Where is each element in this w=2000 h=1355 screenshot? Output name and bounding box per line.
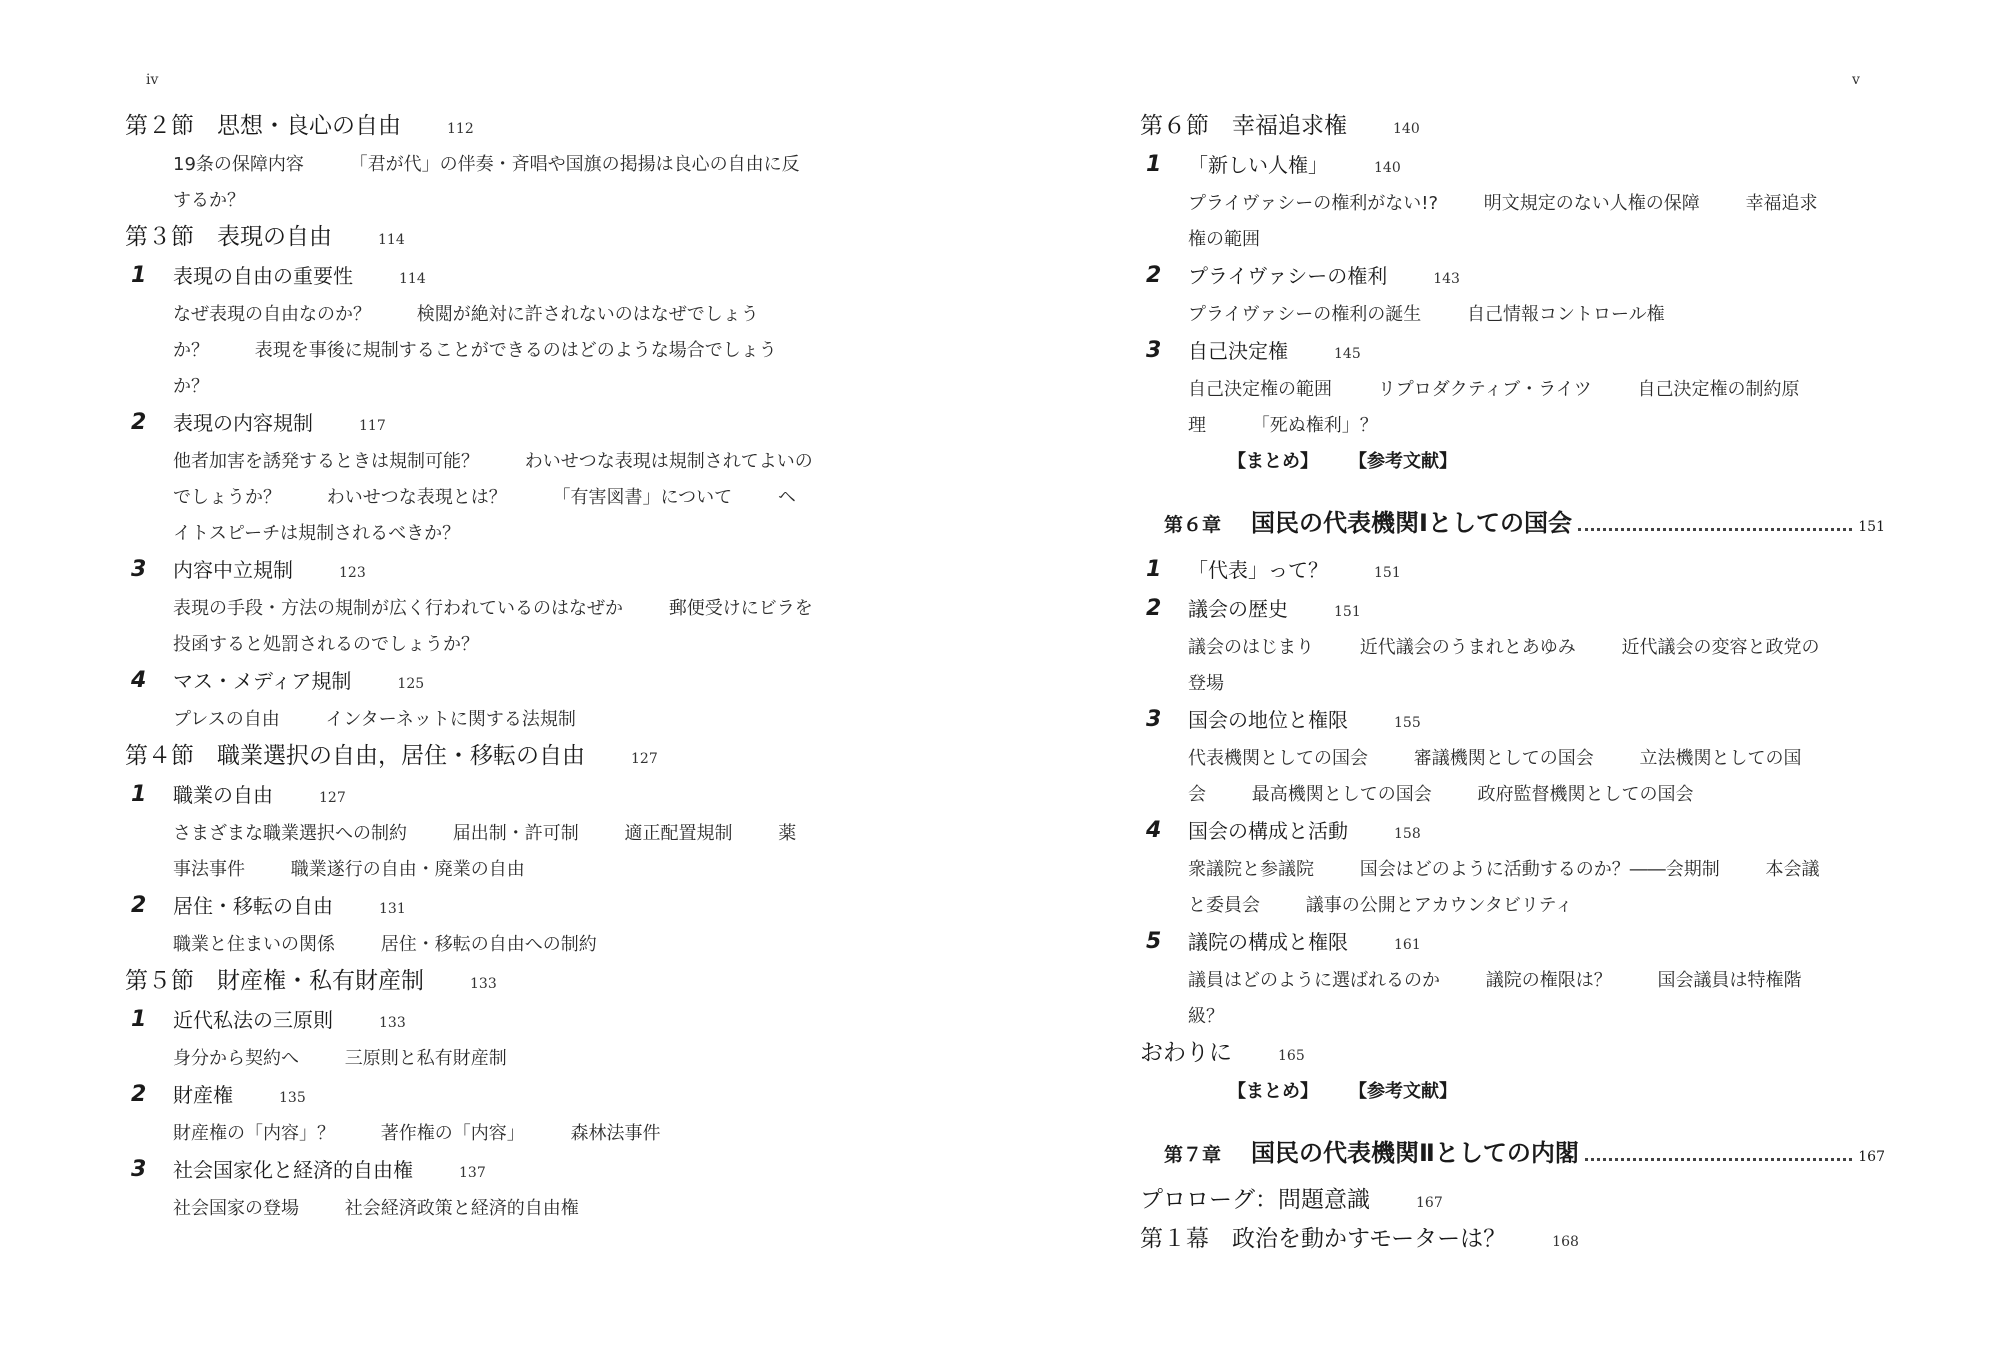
section-title: 第５節 財産権・私有財産制 — [125, 968, 424, 994]
dot-leader — [1578, 528, 1852, 531]
item-title: 表現の内容規制 — [173, 411, 313, 435]
toc-item — [1140, 333, 1885, 372]
topic-list — [1140, 297, 1828, 333]
item-number: 3 — [1146, 338, 1162, 363]
item-number: 1 — [131, 782, 147, 807]
item-title: プライヴァシーの権利 — [1188, 264, 1388, 288]
topic: 届出制・許可制 — [452, 823, 579, 844]
topic-list — [1140, 186, 1828, 258]
item-number: 4 — [131, 668, 147, 693]
page-number: iv — [146, 72, 159, 88]
item-title: 議院の構成と権限 — [1188, 930, 1348, 954]
page-ref: 133 — [470, 976, 497, 992]
toc-item — [125, 1077, 805, 1116]
section-heading — [1140, 1221, 1885, 1260]
page-ref: 168 — [1552, 1234, 1579, 1250]
item-title: 近代私法の三原則 — [173, 1008, 333, 1032]
summary-labels — [1140, 1074, 1885, 1110]
topic: 本会議と委員会 — [1188, 859, 1820, 916]
topic-list — [1140, 852, 1828, 924]
topic: 三原則と私有財産制 — [344, 1048, 507, 1069]
toc-item — [125, 1002, 805, 1041]
chapter-number: 第７章 — [1164, 1144, 1222, 1166]
item-number: 3 — [1146, 707, 1162, 732]
topic-list — [125, 444, 813, 552]
topic: 表現を事後に規制することができるのはどのような場合でしょうか？ — [173, 340, 777, 397]
page-ref: 125 — [397, 676, 425, 692]
item-number: 2 — [1146, 263, 1162, 288]
topic: 幸福追求権の範囲 — [1188, 193, 1818, 250]
page-ref: 123 — [339, 565, 366, 581]
item-title: 職業の自由 — [173, 783, 273, 807]
section-heading — [125, 108, 805, 147]
topic-list — [125, 591, 813, 663]
item-title: 居住・移転の自由 — [173, 894, 333, 918]
item-number: 2 — [131, 410, 147, 435]
item-number: 3 — [131, 557, 147, 582]
page-ref: 131 — [379, 901, 406, 917]
topic: 著作権の「内容」 — [380, 1123, 525, 1144]
section-heading — [125, 963, 805, 1002]
section-heading — [125, 219, 805, 258]
topic-list — [1140, 963, 1828, 1035]
section-heading — [1140, 1035, 1885, 1074]
topic: 立法機関としての国会 — [1188, 748, 1802, 805]
page-ref: 114 — [378, 232, 405, 248]
item-number: 5 — [1146, 929, 1162, 954]
toc-item — [125, 552, 805, 591]
topic-list — [125, 927, 813, 963]
topic: 近代議会の変容と政党の登場 — [1188, 637, 1820, 694]
topic: 「君が代」の伴奏・斉唱や国旗の掲揚は良心の自由に反するか？ — [173, 154, 800, 211]
item-title: 「代表」って？ — [1188, 558, 1328, 582]
toc-item — [125, 1152, 805, 1191]
topic: 適正配置規制 — [624, 823, 733, 844]
topic: 自己決定権の制約原理 — [1188, 379, 1800, 436]
topic: ヘイトスピーチは規制されるべきか？ — [173, 487, 796, 544]
topic: 議員はどのように選ばれるのか — [1188, 970, 1440, 991]
page-ref: 143 — [1433, 271, 1460, 287]
right-page — [1000, 0, 2000, 1355]
topic: 社会経済政策と経済的自由権 — [344, 1198, 579, 1219]
topic: 議院の権限は？ — [1485, 970, 1612, 991]
topic: 明文規定のない人権の保障 — [1483, 193, 1700, 214]
topic: 議会のはじまり — [1188, 637, 1314, 658]
item-number: 2 — [131, 893, 147, 918]
page-ref: 140 — [1374, 160, 1401, 176]
topic: わいせつな表現は規制されてよいのでしょうか？ — [173, 451, 813, 508]
topic: 国会はどのように活動するのか？――会期制 — [1359, 859, 1720, 880]
topic-list — [1140, 630, 1828, 702]
page-ref: 165 — [1278, 1048, 1305, 1064]
chapter-title: 国民の代表機関Ⅱとしての内閣 — [1251, 1139, 1579, 1167]
toc-item — [125, 888, 805, 927]
topic-list — [125, 1191, 813, 1227]
page-ref: 155 — [1394, 715, 1421, 731]
item-number: 1 — [131, 1007, 147, 1032]
section-title: 第３節 表現の自由 — [125, 224, 332, 250]
page-ref: 167 — [1416, 1195, 1443, 1211]
chapter-number: 第６章 — [1164, 514, 1222, 536]
item-number: 1 — [131, 263, 147, 288]
toc-item — [125, 663, 805, 702]
item-title: 内容中立規制 — [173, 558, 293, 582]
toc-item — [1140, 552, 1885, 591]
item-number: 4 — [1146, 818, 1162, 843]
section-title: 第６節 幸福追求権 — [1140, 113, 1347, 139]
topic: インターネットに関する法規制 — [325, 709, 576, 730]
item-title: 財産権 — [173, 1083, 233, 1107]
page-number: v — [1852, 72, 1860, 88]
topic-list — [125, 147, 813, 219]
section-title: おわりに — [1140, 1040, 1232, 1066]
topic: 「死ぬ権利」？ — [1251, 415, 1378, 436]
page-ref: 112 — [447, 121, 474, 137]
item-title: 国会の構成と活動 — [1188, 819, 1348, 843]
item-title: 「新しい人権」 — [1188, 153, 1328, 177]
summary-label: 【まとめ】 — [1228, 1081, 1318, 1102]
toc-item — [1140, 813, 1885, 852]
section-heading — [1140, 108, 1885, 147]
topic: 薬事法事件 — [173, 823, 797, 880]
item-title: 議会の歴史 — [1188, 597, 1288, 621]
topic: プライヴァシーの権利がない!? — [1188, 193, 1439, 214]
summary-labels — [1140, 444, 1885, 480]
topic: 自己情報コントロール権 — [1467, 304, 1665, 325]
page-ref: 151 — [1858, 519, 1885, 535]
item-number: 1 — [1146, 152, 1162, 177]
item-title: 自己決定権 — [1188, 339, 1288, 363]
item-title: 表現の自由の重要性 — [173, 264, 353, 288]
topic: 衆議院と参議院 — [1188, 859, 1314, 880]
toc-item — [1140, 702, 1885, 741]
page-ref: 151 — [1334, 604, 1361, 620]
topic: 議事の公開とアカウンタビリティ — [1305, 895, 1574, 916]
topic: 代表機関としての国会 — [1188, 748, 1368, 769]
topic-list — [125, 816, 813, 888]
section-title: 第４節 職業選択の自由，居住・移転の自由 — [125, 743, 585, 769]
topic: 「有害図書」について — [552, 487, 733, 508]
page-ref: 117 — [359, 418, 386, 434]
section-heading — [125, 738, 805, 777]
topic-list — [125, 1116, 813, 1152]
topic: 郵便受けにビラを投函すると処罰されるのでしょうか？ — [173, 598, 813, 655]
topic: 表現の手段・方法の規制が広く行われているのはなぜか — [173, 598, 623, 619]
toc-item — [125, 405, 805, 444]
toc-item — [1140, 591, 1885, 630]
page-ref: 127 — [631, 751, 658, 767]
topic: 近代議会のうまれとあゆみ — [1359, 637, 1576, 658]
topic: わいせつな表現とは？ — [326, 487, 507, 508]
toc-item — [125, 258, 805, 297]
topic: 職業と住まいの関係 — [173, 934, 335, 955]
item-number: 3 — [131, 1157, 147, 1182]
topic: 19条の保障内容 — [173, 154, 304, 175]
section-title: 第２節 思想・良心の自由 — [125, 113, 401, 139]
topic-list — [125, 702, 813, 738]
topic-list — [1140, 741, 1828, 813]
page-ref: 137 — [459, 1165, 486, 1181]
topic-list — [125, 297, 813, 405]
topic: なぜ表現の自由なのか？ — [173, 304, 371, 325]
summary-label: 【まとめ】 — [1228, 451, 1318, 472]
chapter-heading — [1140, 498, 1885, 552]
topic: プレスの自由 — [173, 709, 280, 730]
topic: 身分から契約へ — [173, 1048, 299, 1069]
topic: 他者加害を誘発するときは規制可能？ — [173, 451, 479, 472]
topic: 財産権の「内容」？ — [173, 1123, 335, 1144]
chapter-heading — [1140, 1128, 1885, 1182]
topic: 居住・移転の自由への制約 — [380, 934, 597, 955]
page-ref: 167 — [1858, 1149, 1885, 1165]
page-ref: 127 — [319, 790, 346, 806]
page-ref: 145 — [1334, 346, 1361, 362]
section-title: 第１幕 政治を動かすモーターは？ — [1140, 1226, 1507, 1252]
item-title: 国会の地位と権限 — [1188, 708, 1348, 732]
toc-item — [1140, 147, 1885, 186]
page-ref: 133 — [379, 1015, 406, 1031]
topic-list — [125, 1041, 813, 1077]
toc-item — [125, 777, 805, 816]
toc-list — [125, 108, 813, 1227]
item-number: 2 — [1146, 596, 1162, 621]
item-number: 2 — [131, 1082, 147, 1107]
page-ref: 161 — [1394, 937, 1421, 953]
topic: 職業遂行の自由・廃業の自由 — [290, 859, 525, 880]
item-number: 1 — [1146, 557, 1162, 582]
topic: プライヴァシーの権利の誕生 — [1188, 304, 1422, 325]
summary-label: 【参考文献】 — [1358, 1081, 1457, 1102]
topic: 国会議員は特権階級？ — [1188, 970, 1802, 1027]
item-title: マス・メディア規制 — [173, 669, 352, 693]
toc-list — [1140, 108, 1885, 1260]
page-ref: 151 — [1374, 565, 1401, 581]
topic: 政府監督機関としての国会 — [1477, 784, 1694, 805]
topic: 自己決定権の範囲 — [1188, 379, 1332, 400]
topic: 検閲が絶対に許されないのはなぜでしょうか？ — [173, 304, 759, 361]
item-title: 社会国家化と経済的自由権 — [173, 1158, 413, 1182]
chapter-title: 国民の代表機関Ⅰとしての国会 — [1251, 509, 1572, 537]
topic: 最高機関としての国会 — [1251, 784, 1432, 805]
topic-list — [1140, 372, 1828, 444]
page-ref: 140 — [1393, 121, 1420, 137]
topic: 森林法事件 — [570, 1123, 661, 1144]
section-title: プロローグ：問題意識 — [1140, 1187, 1370, 1213]
topic: リプロダクティブ・ライツ — [1377, 379, 1592, 400]
topic: 審議機関としての国会 — [1413, 748, 1594, 769]
toc-item — [1140, 258, 1885, 297]
topic: さまざまな職業選択への制約 — [173, 823, 407, 844]
section-heading — [1140, 1182, 1885, 1221]
page-ref: 135 — [279, 1090, 306, 1106]
dot-leader — [1585, 1158, 1852, 1161]
summary-label: 【参考文献】 — [1358, 451, 1457, 472]
topic: 社会国家の登場 — [173, 1198, 299, 1219]
page-ref: 158 — [1394, 826, 1421, 842]
page-ref: 114 — [399, 271, 426, 287]
toc-item — [1140, 924, 1885, 963]
